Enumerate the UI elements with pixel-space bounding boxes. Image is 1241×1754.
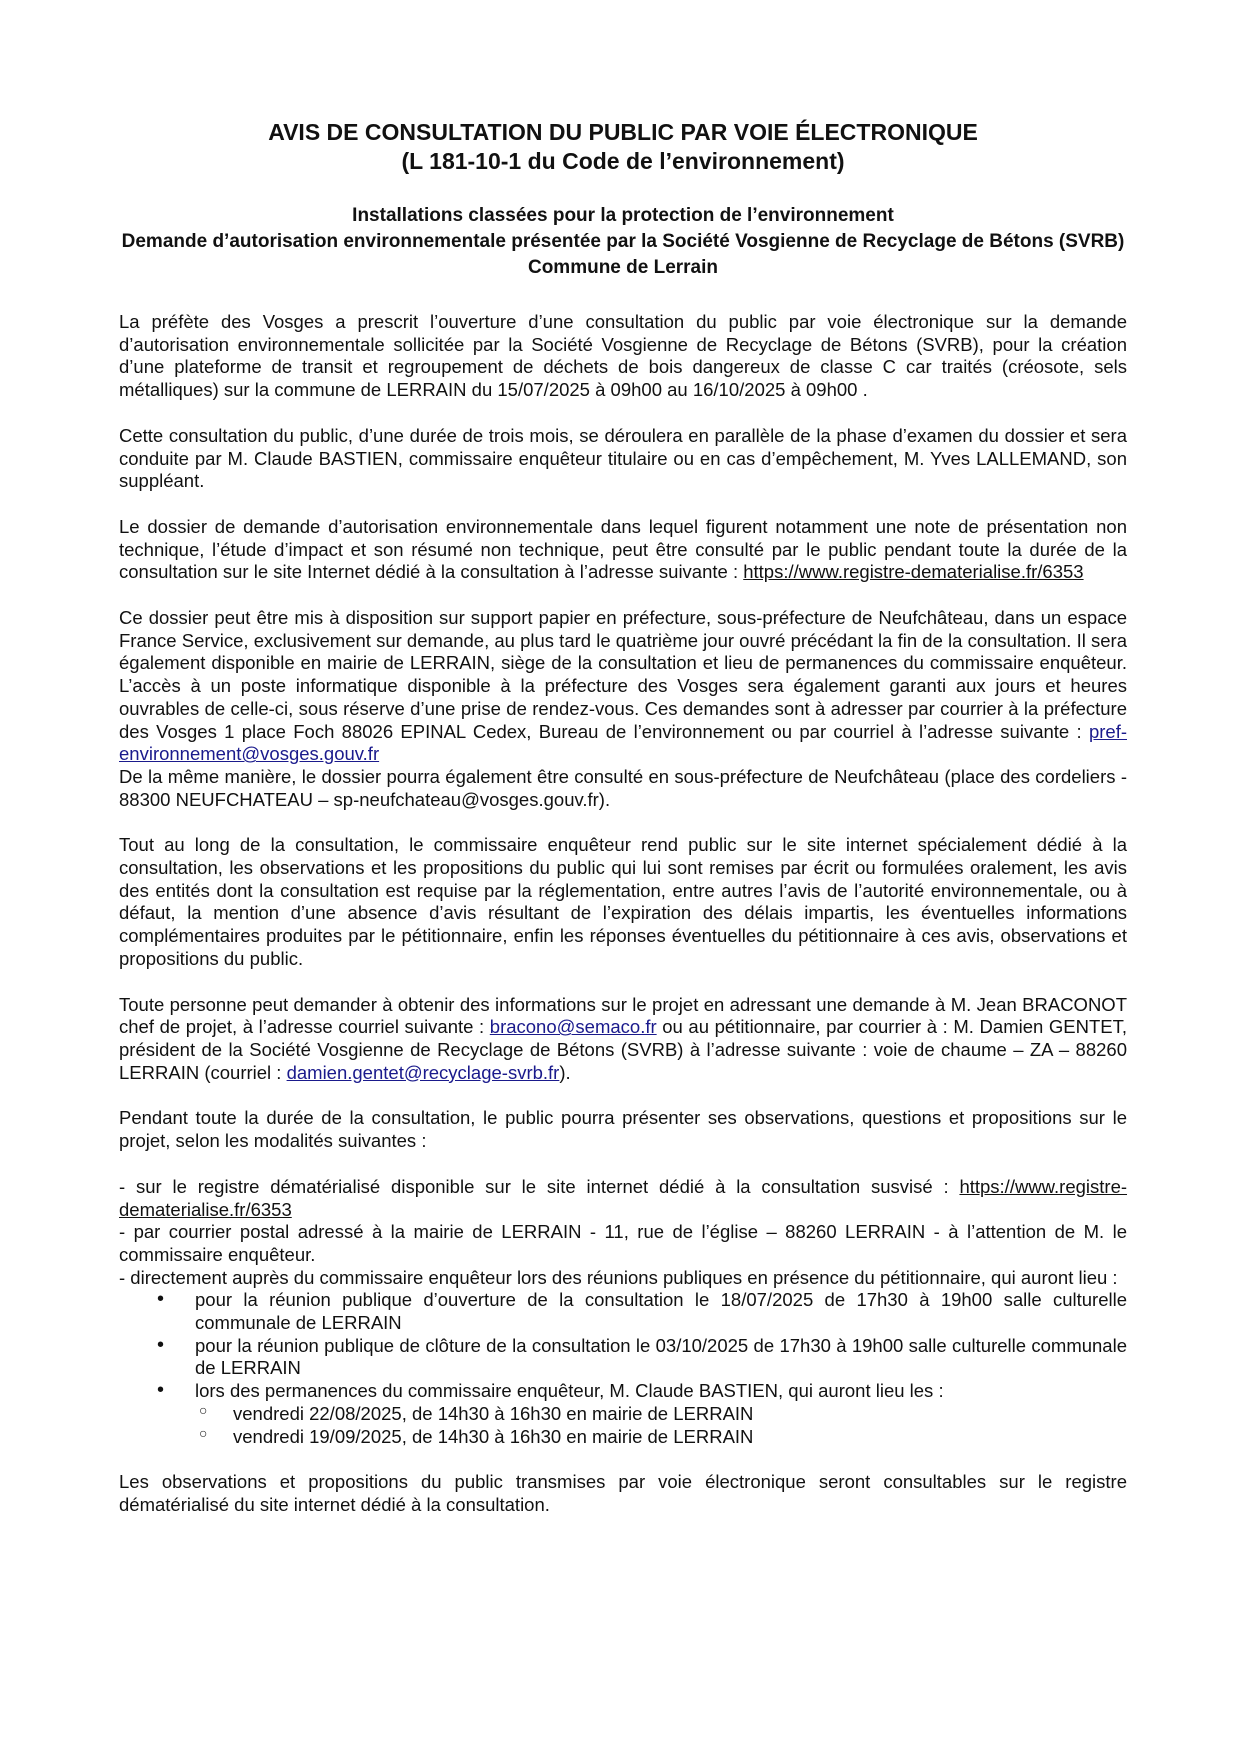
paragraph-duree: Cette consultation du public, d’une durée de trois mois, se déroulera en parallèle de la phase d’examen du dossier et sera conduite par M. Claude BASTIEN, commissaire enquêteur titulaire ou en cas d’empêchement, M. Yves LALLEMAND, son suppléant. [119,424,1127,492]
document-subtitle [119,203,1127,281]
paragraph-dossier [119,516,1127,584]
permanences-list [195,1403,1127,1448]
subtitle-line-1: Installations classées pour la protection de l’environnement [352,205,894,226]
modalite-registre-text: - sur le registre dématérialisé disponible sur le site internet dédié à la consultation susvisé : [119,1175,949,1197]
pref-environnement-email-link[interactable]: pref-environnement@vosges.gouv.fr [119,720,1127,765]
paragraph-modalites-intro: Pendant toute la durée de la consultation, le public pourra présenter ses observations, questions et propositions sur le projet, selon les modalités suivantes : [119,1107,1127,1152]
subtitle-line-3: Commune de Lerrain [527,257,719,278]
list-item [195,1380,1127,1448]
list-item: • pour la réunion publique d’ouverture de la consultation le 18/07/2025 de 17h30 à 19h00 salle culturelle communale de LERRAIN [195,1289,1127,1334]
paragraph-support-papier-text: Ce dossier peut être mis à disposition sur support papier en préfecture, sous-préfecture de Neufchâteau, dans un espace France Service, exclusivement sur demande, au plus tard le quatrième jour ouvré précédant la fin de la consultation. Il sera également disponible en mairie de LERRAIN, siège de la consultation et lieu de permanences du commissaire enquêteur. L’accès à un poste informatique disponible à la préfecture des Vosges sera également garanti aux jours et heures ouvrables de celle-ci, sous réserve d’une prise de rendez-vous. Ces demandes sont à adresser par courrier à la préfecture des Vosges 1 place Foch 88026 EPINAL Cedex, Bureau de l’environnement ou par courriel à l’adresse suivante : [119,607,1127,742]
paragraph-prescription: La préfète des Vosges a prescrit l’ouverture d’une consultation du public par voie électronique sur la demande d’autorisation environnementale sollicitée par la Société Vosgienne de Recyclage de Bétons (SVRB), pour la création d’une plateforme de transit et regroupement de déchets de bois dangereux de classe C car traités (créosote, sels métalliques) sur la commune de LERRAIN du 15/07/2025 à 09h00 au 16/10/2025 à 09h00 . [119,311,1127,401]
paragraph-informations-text-3: ). [559,1061,571,1083]
list-item: • pour la réunion publique de clôture de la consultation le 03/10/2025 de 17h30 à 19h00 salle culturelle communale de LERRAIN [195,1335,1127,1380]
modalite-registre [119,1176,1127,1221]
document-title [119,118,1127,176]
paragraph-informations-text-2: ou au pétitionnaire, par courrier à : M. Damien GENTET, président de la Société Vosgienne de Recyclage de Bétons (SVRB) à l’adresse suivante : voie de chaume – ZA – 88260 LERRAIN (courriel : [119,1016,1128,1083]
paragraph-dossier-text: Le dossier de demande d’autorisation environnementale dans lequel figurent notamment une note de présentation non technique, l’étude d’impact et son résumé non technique, peut être consulté par le public pendant toute la durée de la consultation sur le site Internet dédié à la consultation à l’adresse suivante : [119,515,1127,583]
paragraph-informations-text-1: Toute personne peut demander à obtenir des informations sur le projet en adressant une demande à M. Jean BRACONOT chef de projet, à l’adresse courriel suivante : [119,993,1127,1038]
list-item: ○ vendredi 19/09/2025, de 14h30 à 16h30 en mairie de LERRAIN [233,1426,1127,1449]
registre-link[interactable]: https://www.registre-dematerialise.fr/6353 [743,561,1084,583]
title-line-1: AVIS DE CONSULTATION DU PUBLIC PAR VOIE ÉLECTRONIQUE [268,119,978,145]
document-page [119,118,1127,1517]
paragraph-observations: Les observations et propositions du public transmises par voie électronique seront consultables sur le registre dématérialisé du site internet dédié à la consultation. [119,1471,1127,1515]
paragraph-support-papier [119,607,1127,766]
paragraph-sous-prefecture: De la même manière, le dossier pourra également être consulté en sous-préfecture de Neufchâteau (place des cordeliers - 88300 NEUFCHATEAU – sp-neufchateau@vosges.gouv.fr). [119,765,1127,810]
paragraph-informations [119,994,1127,1085]
subtitle-line-2: Demande d’autorisation environnementale présentée par la Société Vosgienne de Recyclage de Bétons (SVRB) [121,231,1125,252]
list-item-text: lors des permanences du commissaire enquêteur, M. Claude BASTIEN, qui auront lieu les : [195,1380,944,1402]
list-item: ○ vendredi 22/08/2025, de 14h30 à 16h30 en mairie de LERRAIN [233,1403,1127,1426]
reunions-list [119,1289,1127,1448]
title-line-2: (L 181-10-1 du Code de l’environnement) [401,148,845,174]
paragraph-publication: Tout au long de la consultation, le commissaire enquêteur rend public sur le site internet spécialement dédié à la consultation, les observations et les propositions du public qui lui sont remises par écrit ou formulées oralement, les avis des entités dont la consultation est requise par la réglementation, entre autres l’avis de l’autorité environnementale, ou à défaut, la mention d’une absence d’avis résultant de l’expiration des délais impartis, les éventuelles informations complémentaires produites par le pétitionnaire, enfin les réponses éventuelles du pétitionnaire à ces avis, observations et propositions du public. [119,834,1127,969]
bracono-email-link[interactable]: bracono@semaco.fr [489,1016,657,1038]
modalite-courrier: - par courrier postal adressé à la mairie de LERRAIN - 11, rue de l’église – 88260 LERRAIN - à l’attention de M. le commissaire enquêteur. [119,1221,1127,1265]
gentet-email-link[interactable]: damien.gentet@recyclage-svrb.fr [286,1061,560,1083]
registre-link-2[interactable]: https://www.registre-dematerialise.fr/6353 [119,1175,1128,1220]
document-body [119,311,1127,1517]
modalite-reunions: - directement auprès du commissaire enquêteur lors des réunions publiques en présence du pétitionnaire, qui auront lieu : [119,1266,1118,1288]
